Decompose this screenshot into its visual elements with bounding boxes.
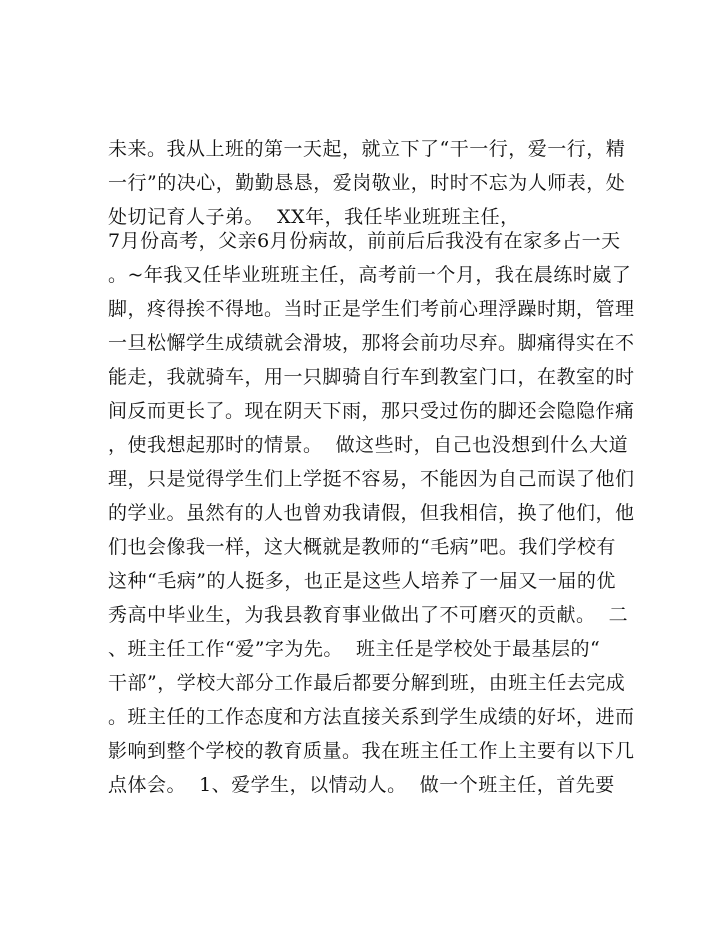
paragraph-2: [108, 224, 635, 802]
text-line: 干部”，学校大部分工作最后都要分解到班，由班主任去完成: [108, 672, 626, 694]
text-line: 一旦松懈学生成绩就会滑坡，那将会前功尽弃。脚痛得实在不: [108, 332, 635, 354]
text-line: 影响到整个学校的教育质量。我在班主任工作上主要有以下几: [108, 740, 635, 762]
text-line: 间反而更长了。现在阴天下雨，那只受过伤的脚还会隐隐作痛: [108, 400, 635, 422]
text-line: ，使我想起那时的情景。 做这些时，自己也没想到什么大道: [108, 434, 629, 456]
text-line: 未来。我从上班的第一天起，就立下了“干一行，爱一行，精: [108, 138, 626, 160]
text-line: 一行”的决心，勤勤恳恳，爱岗敬业，时时不忘为人师表，处: [108, 172, 626, 194]
text-line: 脚，疼得挨不得地。当时正是学生们考前心理浮躁时期，管理: [108, 298, 635, 320]
text-line: 。班主任的工作态度和方法直接关系到学生成绩的好坏，进而: [108, 706, 635, 728]
text-line: 、班主任工作“爱”字为先。 班主任是学校处于最基层的“: [108, 638, 601, 660]
text-line: 的学业。虽然有的人也曾劝我请假，但我相信，换了他们，他: [108, 502, 635, 524]
paragraph-1: [108, 132, 628, 234]
text-line: 这种“毛病”的人挺多，也正是这些人培养了一届又一届的优: [108, 570, 616, 592]
text-line: 们也会像我一样，这大概就是教师的“毛病”吧。我们学校有: [108, 536, 616, 558]
text-line: 7月份高考，父亲6月份病故，前前后后我没有在家多占一天: [108, 230, 621, 252]
text-line: 处切记育人子弟。 XX年，我任毕业班班主任，: [108, 206, 520, 228]
text-line: 理，只是觉得学生们上学挺不容易，不能因为自己而误了他们: [108, 468, 635, 490]
text-line: 秀高中毕业生，为我县教育事业做出了不可磨灭的贡献。 二: [108, 604, 629, 626]
text-line: 点体会。 1、爱学生，以情动人。 做一个班主任，首先要: [108, 774, 615, 796]
text-line: 能走，我就骑车，用一只脚骑自行车到教室门口，在教室的时: [108, 366, 635, 388]
text-line: 。~年我又任毕业班班主任，高考前一个月，我在晨练时崴了: [108, 264, 632, 286]
